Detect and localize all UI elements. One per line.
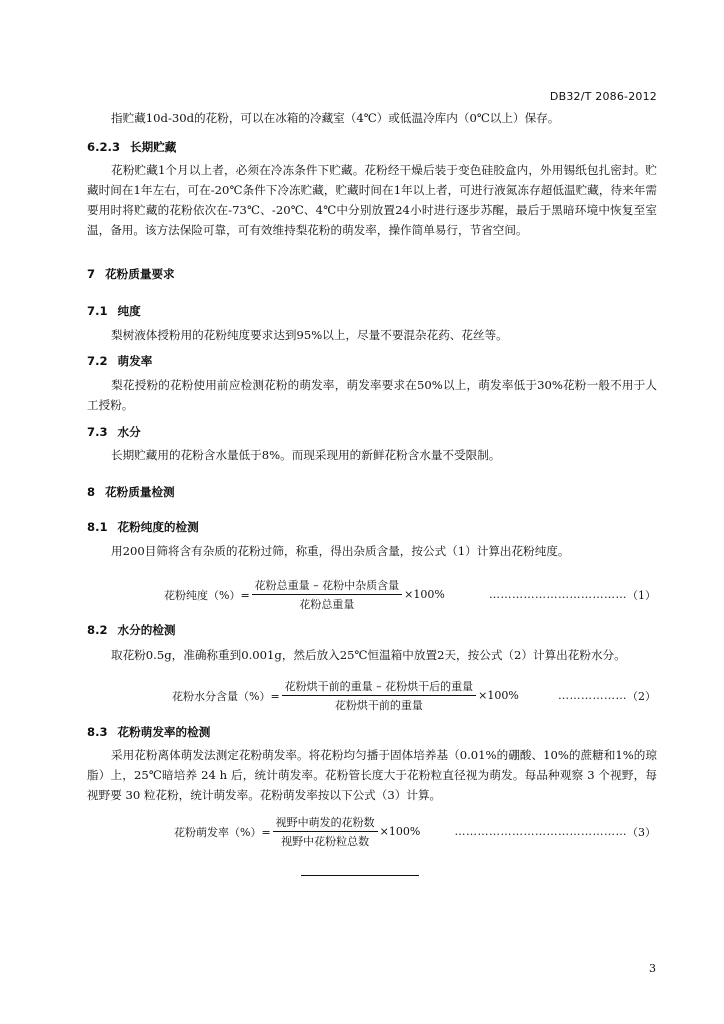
section-title: 花粉质量要求 [105,267,175,281]
formula-label: （1） [627,588,656,602]
formula-label: （3） [627,825,656,839]
paragraph-7-2 [87,375,657,415]
paragraph-text: 花粉贮藏1个月以上者，必须在冷冻条件下贮藏。花粉经干燥后装于变色硅胶盒内，外用锡纸包扎密封。贮藏时间在1年左右，可在-20℃条件下冷冻贮藏，贮藏时间在1年以上者，可进行液氮冻存超低温贮藏，待来年需要用时将贮藏的花粉依次在-73℃、-20℃、4℃中分别放置24小时进行逐步苏醒，最后于黑暗环境中恢复至室温，备用。该方法保险可靠，可有效维持梨花粉的萌发率，操作简单易行，节省空间。 [87,163,657,237]
formula-fraction [282,678,477,713]
section-title: 长期贮藏 [130,140,177,154]
section-number: 8 [87,485,96,499]
document-code: DB32/T 2086-2012 [549,90,657,103]
paragraph-text: 长期贮藏用的花粉含水量低于8%。而现采现用的新鲜花粉含水量不受限制。 [111,448,501,462]
section-heading-7-1 [87,303,141,319]
formula-label: （2） [627,689,656,703]
section-heading-8-3 [87,724,210,740]
formula-denominator: 花粉烘干前的重量 [334,699,423,712]
formula-multiplier: ×100% [379,825,421,838]
formula-numerator: 花粉烘干前的重量 – 花粉烘干后的重量 [282,678,477,696]
paragraph-text: 梨树液体授粉用的花粉纯度要求达到95%以上，尽量不要混杂花药、花丝等。 [111,328,508,342]
paragraph-continued [87,108,657,128]
section-heading-8-1 [87,519,199,535]
section-title: 花粉纯度的检测 [117,520,199,534]
formula-lhs: 花粉水分含量（%）= [172,689,280,703]
section-heading-7-2 [87,353,152,369]
section-heading-8-2 [87,622,176,638]
section-heading-6-2-3 [87,139,176,155]
page-number: 3 [649,962,656,975]
formula-lhs: 花粉纯度（%）= [164,588,250,602]
paragraph-8-3 [87,745,657,805]
section-number: 7.1 [87,304,108,318]
section-number: 6.2.3 [87,140,121,154]
formula-denominator: 视野中花粉粒总数 [281,835,370,848]
paragraph-text: 采用花粉离体萌发法测定花粉萌发率。将花粉均匀播于固体培养基（0.01%的硼酸、10%的蔗糖和1%的琼脂）上，25℃暗培养 24 h 后，统计萌发率。花粉管长度大于花粉粒直径视为萌发。每品种观察 3 个视野，每视野要 30 粒花粉，统计萌发率。花粉萌发率按以下公式（3）计算。 [87,748,657,802]
formula-numerator: 花粉总重量 – 花粉中杂质含量 [252,577,403,595]
formula-lhs: 花粉萌发率（%）= [174,825,271,839]
formula-denominator: 花粉总重量 [299,598,355,611]
section-number: 8.2 [87,623,108,637]
formula-numerator: 视野中萌发的花粉数 [273,814,378,832]
paragraph-text: 梨花授粉的花粉使用前应检测花粉的萌发率，萌发率要求在50%以上，萌发率低于30%花粉一般不用于人工授粉。 [87,378,657,412]
formula-leader-dots: ……………………………………… [454,825,627,838]
formula-multiplier: ×100% [404,588,445,601]
section-title: 水分 [117,425,141,439]
formula-fraction [252,577,403,612]
paragraph-7-1 [87,325,657,345]
paragraph-7-3 [87,445,657,465]
section-number: 8.1 [87,520,108,534]
formula-3 [174,814,656,849]
section-number: 7.3 [87,425,108,439]
formula-multiplier: ×100% [478,689,519,702]
section-title: 花粉质量检测 [105,485,175,499]
section-title: 纯度 [117,304,141,318]
section-number: 7.2 [87,354,108,368]
paragraph-text: 取花粉0.5g，准确称重到0.001g，然后放入25℃恒温箱中放置2天，按公式（2）计算出花粉水分。 [111,648,626,662]
section-title: 水分的检测 [117,623,176,637]
paragraph-text: 指贮藏10d-30d的花粉，可以在冰箱的冷藏室（4℃）或低温冷库内（0℃以上）保存。 [111,111,560,125]
section-heading-8 [87,484,175,500]
end-of-text-rule [301,875,419,876]
paragraph-6-2-3 [87,160,657,240]
paragraph-text: 用200目筛将含有杂质的花粉过筛，称重，得出杂质含量，按公式（1）计算出花粉纯度。 [111,544,570,558]
formula-1 [164,577,656,612]
section-title: 萌发率 [117,354,153,368]
section-title: 花粉萌发率的检测 [117,725,211,739]
section-number: 7 [87,267,96,281]
section-heading-7-3 [87,424,141,440]
formula-leader-dots: ……………… [558,689,627,702]
section-number: 8.3 [87,725,108,739]
paragraph-8-2 [87,645,657,665]
section-heading-7 [87,266,175,282]
formula-fraction [273,814,378,849]
formula-2 [172,678,656,713]
paragraph-8-1 [87,541,657,561]
formula-leader-dots: ……………………………… [489,588,627,601]
